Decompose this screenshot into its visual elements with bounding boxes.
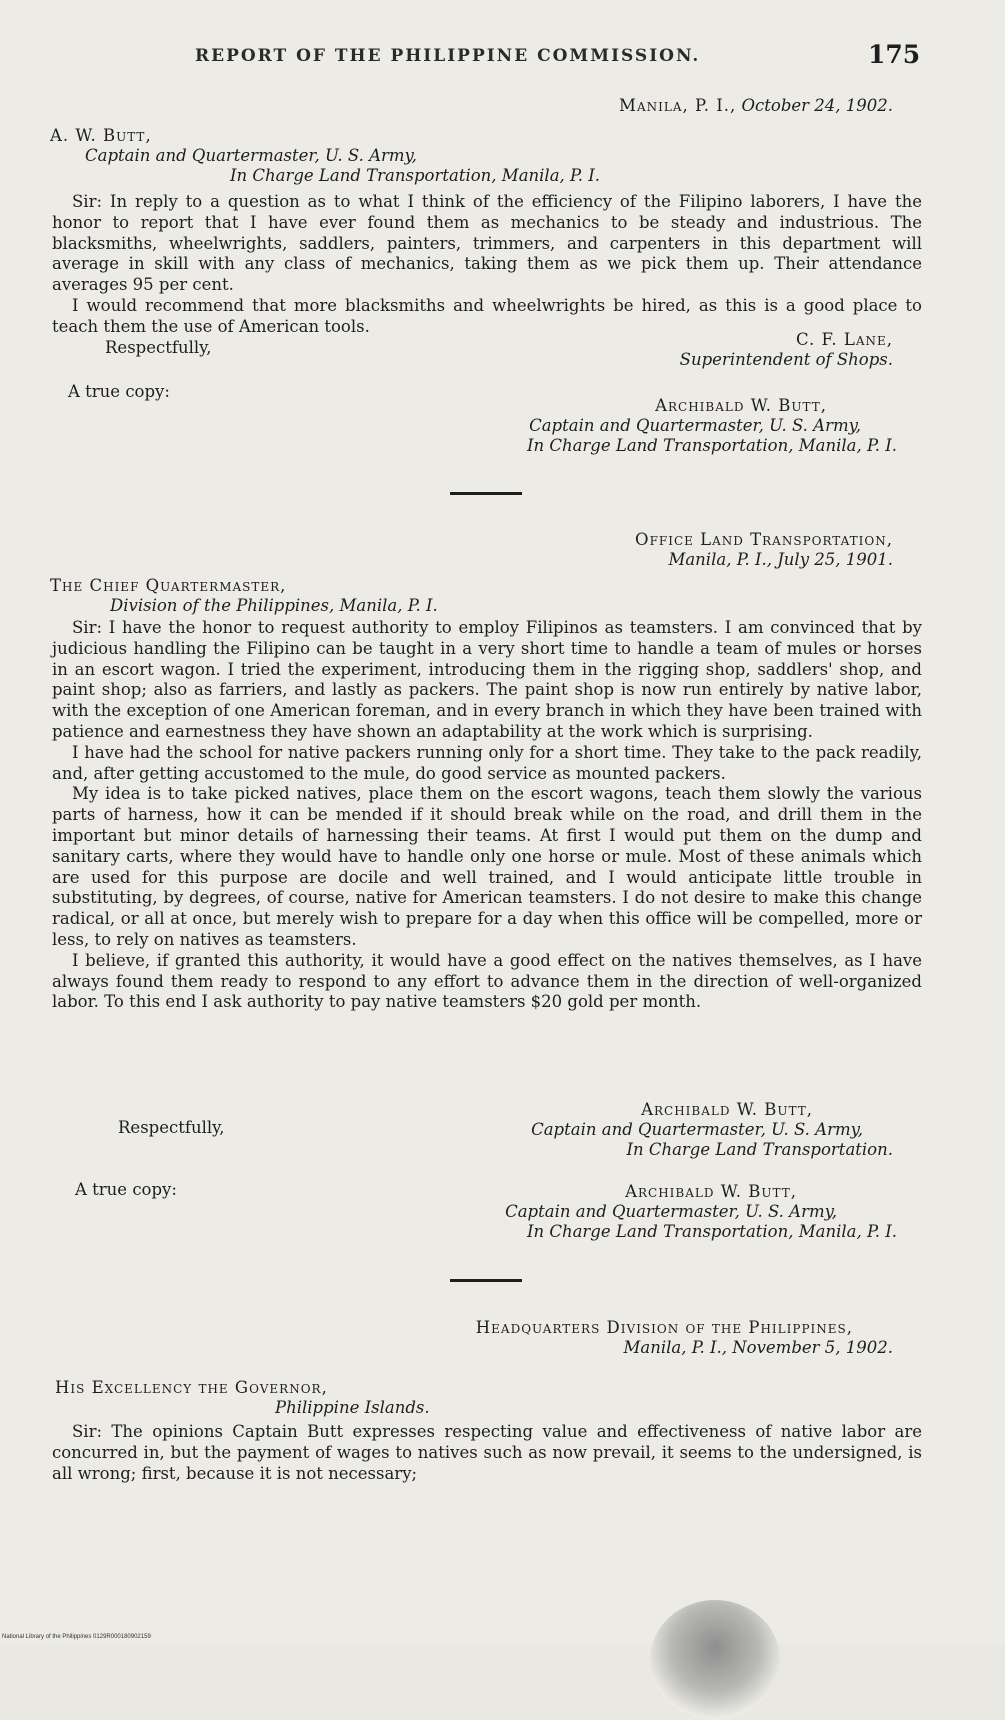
letter3-dateline-date: Manila, P. I., November 5, 1902.: [623, 1338, 893, 1357]
letter2-paragraph: My idea is to take picked natives, place them on the escort wagons, teach them slowly the various parts of harness, how it can be mended if it should break while on the road, and drill them in the important but minor details of harnessing their teams. At first I would put them on the dump and sanitary carts, where they would have to handle only one horse or mule. Most of these animals which are used for this purpose are docile and well trained, and I would anticipate little trouble in substituting, by degrees, of course, native for American teamsters. I do not desire to make this change radical, or all at once, but merely wish to prepare for a day when this office will be compelled, more or less, to rely on natives as teamsters.: [52, 784, 922, 949]
letter3-addressee: [55, 1378, 430, 1418]
letter2-signer-line2: Captain and Quartermaster, U. S. Army,: [531, 1120, 863, 1139]
letter2-to-line2: Division of the Philippines, Manila, P. I.: [110, 596, 438, 615]
page-number: 175: [868, 40, 921, 69]
letter1-dateline-place: Manila, P. I.,: [619, 96, 737, 115]
letter3-dateline-office: Headquarters Division of the Philippines,: [475, 1318, 853, 1337]
letter1-addressee: [50, 126, 600, 186]
letter1-true-copy: A true copy:: [68, 382, 170, 401]
letter2-copy-signature: [505, 1182, 897, 1242]
letter2-dateline-office: Office Land Transportation,: [635, 530, 893, 549]
letter2-paragraph: I believe, if granted this authority, it would have a good effect on the natives themselves, as I have always found them ready to respond to any effort to advance them in the direction of well-organized labor. To this end I ask authority to pay native teamsters $20 gold per month.: [52, 950, 922, 1012]
letter1-dateline: [619, 96, 893, 115]
letter2-signer-name: Archibald W. Butt,: [641, 1100, 813, 1119]
letter2-copy-line3: In Charge Land Transportation, Manila, P. I.: [526, 1222, 897, 1241]
letter1-copy-name: Archibald W. Butt,: [655, 396, 827, 415]
letter2-body: [52, 618, 922, 1013]
letter1-signer-title: Superintendent of Shops.: [679, 350, 893, 369]
letter2-dateline-date: Manila, P. I., July 25, 1901.: [668, 550, 893, 569]
letter1-signature: [680, 330, 893, 370]
letter1-copy-signature: [527, 396, 897, 456]
letter2-copy-name: Archibald W. Butt,: [625, 1182, 797, 1201]
letter2-copy-line2: Captain and Quartermaster, U. S. Army,: [505, 1202, 837, 1221]
letter2-true-copy: A true copy:: [75, 1180, 177, 1199]
letter2-signer-line3: In Charge Land Transportation.: [626, 1140, 893, 1159]
running-header: REPORT OF THE PHILIPPINE COMMISSION.: [195, 46, 701, 66]
letter3-body: [52, 1422, 922, 1484]
letter2-to-name: The Chief Quartermaster,: [50, 576, 287, 595]
scan-artifact: [650, 1600, 780, 1720]
letter2-closing: Respectfully,: [118, 1118, 225, 1137]
letter1-to-line3: In Charge Land Transportation, Manila, P. I.: [230, 166, 601, 185]
letter3-dateline: [476, 1318, 893, 1358]
letter1-copy-line2: Captain and Quartermaster, U. S. Army,: [529, 416, 861, 435]
letter2-addressee: [50, 576, 438, 616]
letter1-paragraph: Sir: In reply to a question as to what I think of the efficiency of the Filipino laborers, I have the honor to report that I have ever found them as mechanics to be steady and industrious. The blacksmiths, wheelwrights, saddlers, painters, trimmers, and carpenters in this department will average in skill with any class of mechanics, taking them as we pick them up. Their attendance averages 95 per cent.: [52, 192, 922, 295]
letter1-to-line2: Captain and Quartermaster, U. S. Army,: [85, 146, 417, 165]
letter3-to-name: His Excellency the Governor,: [55, 1378, 328, 1397]
library-footer-tag: National Library of the Philippines 0129R000180902159: [2, 1634, 151, 1640]
letter3-paragraph: Sir: The opinions Captain Butt expresses respecting value and effectiveness of native labor are concurred in, but the payment of wages to natives such as now prevail, it seems to the undersigned, is all wrong; first, because it is not necessary;: [52, 1422, 922, 1483]
section-divider: [450, 1279, 522, 1282]
letter2-paragraph: I have had the school for native packers running only for a short time. They take to the pack readily, and, after getting accustomed to the mule, do good service as mounted packers.: [52, 742, 922, 783]
letter1-copy-line3: In Charge Land Transportation, Manila, P. I.: [526, 436, 897, 455]
letter2-signature: [531, 1100, 893, 1160]
letter1-closing: Respectfully,: [105, 338, 212, 357]
letter2-dateline: [635, 530, 893, 570]
letter1-to-name: A. W. Butt,: [50, 126, 152, 145]
section-divider: [450, 492, 522, 495]
letter2-paragraph: Sir: I have the honor to request authority to employ Filipinos as teamsters. I am convinced that by judicious handling the Filipino can be taught in a very short time to handle a team of mules or horses in an escort wagon. I tried the experiment, introducing them in the rigging shop, saddlers' shop, and paint shop; also as farriers, and lastly as packers. The paint shop is now run entirely by native labor, with the exception of one American foreman, and in every branch in which they have been trained with patience and earnestness they have shown an adaptability at the work which is surprising.: [52, 618, 922, 741]
letter3-to-line2: Philippine Islands.: [275, 1398, 430, 1417]
letter1-signer-name: C. F. Lane,: [795, 330, 893, 349]
letter1-paragraph: I would recommend that more blacksmiths and wheelwrights be hired, as this is a good place to teach them the use of American tools.: [52, 295, 922, 336]
letter1-dateline-date: October 24, 1902.: [741, 96, 893, 115]
letter1-body: [52, 192, 922, 338]
